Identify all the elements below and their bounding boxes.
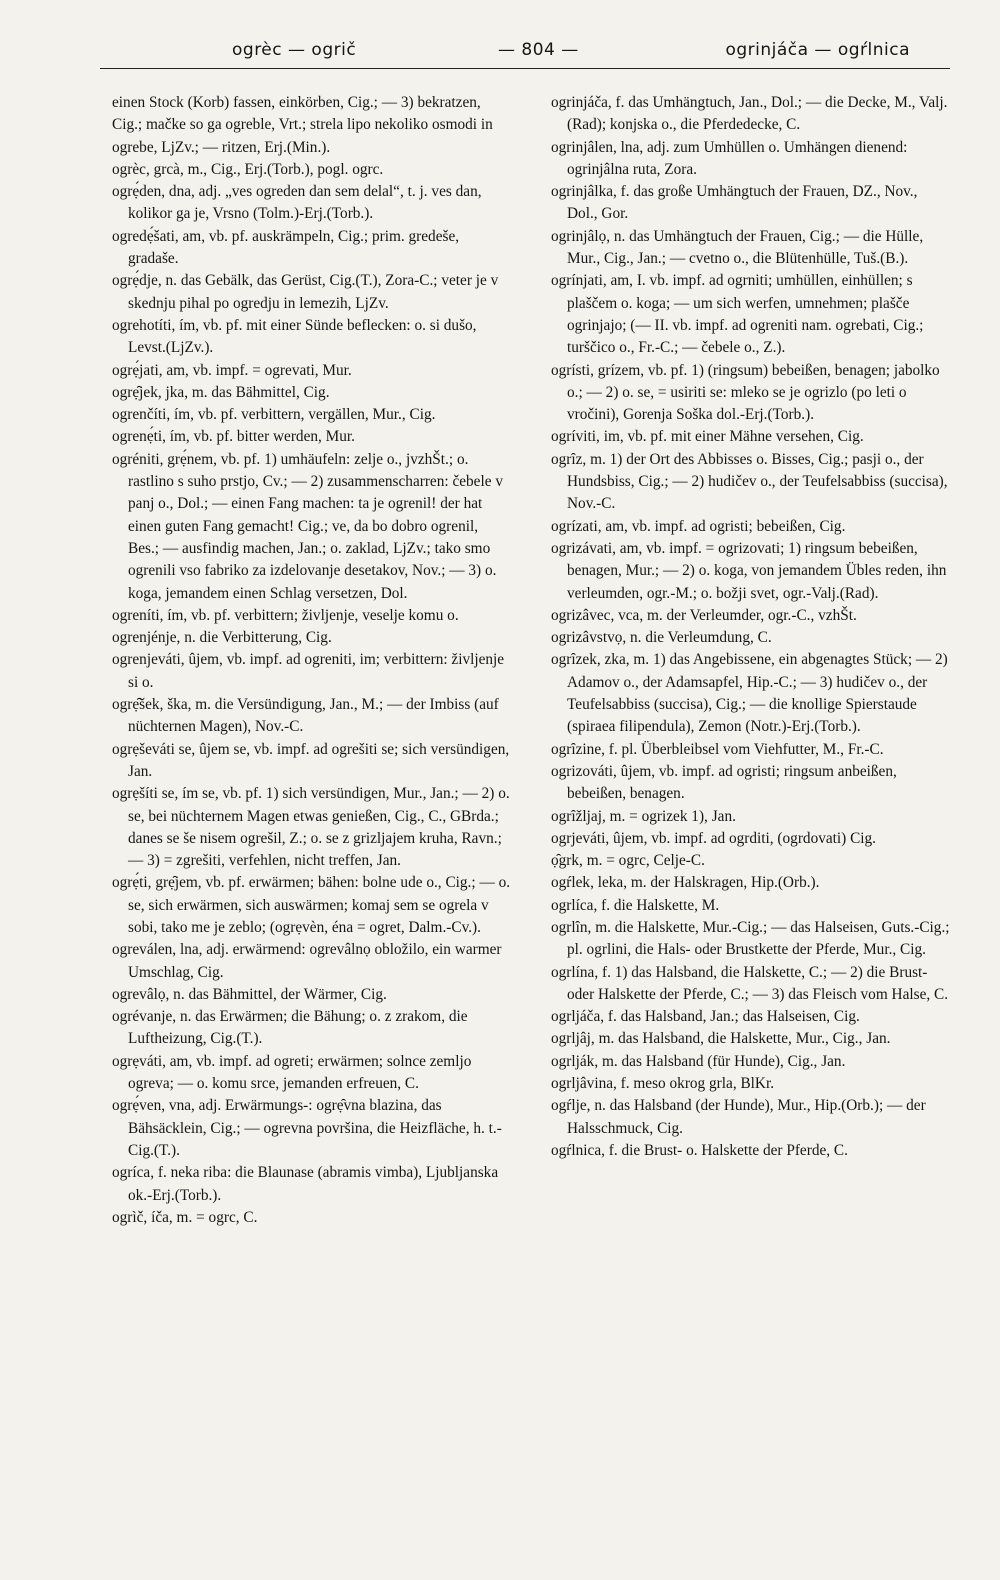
dictionary-entry: ogrẹševáti se, ûjem se, vb. impf. ad ogrešiti se; sich versündigen, Jan. — [112, 740, 510, 780]
dictionary-entry: ogrȋžljaj, m. = ogrizek 1), Jan. — [551, 807, 736, 825]
dictionary-entry: ogrinjâlen, lna, adj. zum Umhüllen o. Umhängen dienend: ogrinjâlna ruta, Zora. — [551, 138, 908, 178]
dictionary-entry: ogrenjeváti, ûjem, vb. impf. ad ogreniti, im; verbittern: življenje si o. — [112, 651, 505, 691]
dictionary-entry: ogrizâvec, vca, m. der Verleumder, ogr.-C., vzhŠt. — [551, 606, 857, 624]
dictionary-entry: ogrẹ́jati, am, vb. impf. = ogrevati, Mur. — [112, 361, 352, 379]
dictionary-entry: ogrenjénje, n. die Verbitterung, Cig. — [112, 629, 332, 647]
running-header — [100, 34, 950, 69]
dictionary-entry: ogríviti, im, vb. pf. mit einer Mähne versehen, Cig. — [551, 428, 864, 446]
dictionary-entry: ogrljáča, f. das Halsband, Jan.; das Halseisen, Cig. — [551, 1008, 860, 1026]
dictionary-entry: ogríca, f. neka riba: die Blaunase (abramis vimba), Ljubljanska ok.-Erj.(Torb.). — [112, 1164, 499, 1204]
dictionary-entry: ogrèc, grcà, m., Cig., Erj.(Torb.), pogl. ogrc. — [112, 160, 384, 178]
dictionary-entry: ogrljâj, m. das Halsband, die Halskette, Mur., Cig., Jan. — [551, 1030, 891, 1048]
dictionary-entry: ogrínjati, am, I. vb. impf. ad ogrniti; umhüllen, einhüllen; s plaščem o. koga; — um sich werfen, umnehmen; plašče ogrinjajo; (— II. vb. impf. ad ogreniti nam. ogrebati, Cig.; turščico o., Fr.-C.; — čebele o., Z.). — [551, 272, 924, 357]
dictionary-entry: ogrlȋn, m. die Halskette, Mur.-Cig.; — das Halseisen, Guts.-Cig.; pl. ogrlini, die Hals- oder Brustkette der Pferde, Mur., Cig. — [551, 918, 950, 959]
left-column — [112, 92, 512, 1229]
dictionary-entry: einen Stock (Korb) fassen, einkörben, Cig.; — 3) bekratzen, Cig.; mačke so ga ogreble, Vrt.; strela lipo nekoliko osmodi in ogrebe, LjZv.; — ritzen, Erj.(Min.). — [112, 94, 493, 156]
dictionary-entry: ogrlíca, f. die Halskette, M. — [551, 896, 720, 914]
right-column — [551, 92, 951, 1162]
dictionary-entry: ogrízati, am, vb. impf. ad ogristi; bebeißen, Cig. — [551, 517, 846, 535]
dictionary-entry: ogrȋz, m. 1) der Ort des Abbisses o. Bisses, Cig.; pasji o., der Hundsbiss, Cig.; — 2) hudičev o., der Teufelsabbiss (succisa), Nov.-C. — [551, 450, 948, 513]
dictionary-entry: ogŕlek, leka, m. der Halskragen, Hip.(Orb.). — [551, 874, 820, 892]
dictionary-entry: ogrìč, íča, m. = ogrc, C. — [112, 1208, 258, 1226]
dictionary-entry: ogrevâlọ, n. das Bähmittel, der Wärmer, Cig. — [112, 985, 387, 1003]
dictionary-entry: ogrinjâlọ, n. das Umhängtuch der Frauen, Cig.; — die Hülle, Mur., Cig., Jan.; — cvetno o., die Blütenhülle, Tuš.(B.). — [551, 227, 924, 268]
dictionary-entry: ogrẹ́ti, grẹ̑jem, vb. pf. erwärmen; bähen: bolne ude o., Cig.; — o. se, sich erwärmen, sich auswärmen; komaj sem se ogrela v sobi, tako me je zeblo; (ogrẹvèn, éna = ogret, Dalm.-Cv.). — [112, 874, 511, 936]
header-left-guideword: ogrèc — ogrič — [232, 40, 357, 60]
dictionary-entry: ogreválen, lna, adj. erwärmend: ogrevâlnọ obložilo, ein warmer Umschlag, Cig. — [112, 941, 502, 981]
dictionary-entry: ogrẹ́dje, n. das Gebälk, das Gerüst, Cig.(T.), Zora-C.; veter je v skednju pihal po ogredju in lemezih, LjZv. — [112, 272, 499, 312]
dictionary-entry: ogrenčíti, ím, vb. pf. verbittern, vergällen, Mur., Cig. — [112, 406, 436, 424]
dictionary-entry: ọ̑grk, m. = ogrc, Celje-C. — [551, 852, 705, 870]
dictionary-entry: ogrẹváti, am, vb. impf. ad ogreti; erwärmen; solnce zemljo ogreva; — o. komu srce, jemanden erfreuen, C. — [112, 1052, 472, 1093]
dictionary-entry: ogrizávati, am, vb. impf. = ogrizovati; 1) ringsum bebeißen, benagen, Mur.; — 2) o. koga, von jemandem Übles reden, ihn verleumden, ogr.-M.; o. božji svet, ogr.-Valj.(Rad). — [551, 539, 947, 602]
dictionary-entry: ogrehotíti, ím, vb. pf. mit einer Sünde beflecken: o. si dušo, Levst.(LjZv.). — [112, 316, 477, 357]
dictionary-entry: ogrlják, m. das Halsband (für Hunde), Cig., Jan. — [551, 1052, 846, 1070]
dictionary-entry: ogrinjâlka, f. das große Umhängtuch der Frauen, DZ., Nov., Dol., Gor. — [551, 183, 918, 223]
dictionary-entry: ogrjeváti, ûjem, vb. impf. ad ogrditi, (ogrdovati) Cig. — [551, 829, 876, 847]
dictionary-entry: ogréniti, grẹ́nem, vb. pf. 1) umhäufeln: zelje o., jvzhŠt.; o. rastlino s suho prstjo, Cv.; — 2) zusammenscharren: čebele v panj o., Dol.; — einen Fang machen: ta je ogrenil! der hat einen guten Fang gemacht! Cig.; ve, da bo dobro ogrenil, Bes.; — ausfindig machen, Jan.; o. zaklad, LjZv.; tako smo ogrenili vso fabriko za izdelovanje desetakov, Nov.; — 3) o. koga, jemandem einen Schlag versetzen, Dol. — [112, 450, 503, 602]
header-right-guideword: ogrinjáča — ogŕlnica — [725, 40, 910, 60]
dictionary-entry: ogrẹ̑šek, ška, m. die Versündigung, Jan., M.; — der Imbiss (auf nüchternen Magen), Nov.-C. — [112, 696, 499, 736]
page-number: — 804 — — [498, 40, 579, 60]
dictionary-entry: ogrinjáča, f. das Umhängtuch, Jan., Dol.; — die Decke, M., Valj.(Rad); konjska o., die Pferdedecke, C. — [551, 94, 948, 134]
dictionary-entry: ogrizâvstvọ, n. die Verleumdung, C. — [551, 629, 772, 647]
dictionary-entry: ogrẹ́ven, vna, adj. Erwärmungs-: ogrẹ̑vna blazina, das Bähsäcklein, Cig.; — ogrevna površina, die Heizfläche, h. t.-Cig.(T.). — [112, 1097, 502, 1159]
dictionary-entry: ogreníti, ím, vb. pf. verbittern; življenje, veselje komu o. — [112, 606, 459, 624]
dictionary-entry: ogrenẹ́ti, ím, vb. pf. bitter werden, Mur. — [112, 428, 355, 446]
dictionary-entry: ogŕlje, n. das Halsband (der Hunde), Mur., Hip.(Orb.); — der Halsschmuck, Cig. — [551, 1097, 926, 1137]
dictionary-entry: ogrẹ̑jek, jka, m. das Bähmittel, Cig. — [112, 383, 330, 401]
dictionary-entry: ogŕlnica, f. die Brust- o. Halskette der Pferde, C. — [551, 1141, 848, 1159]
dictionary-entry: ogrȋzine, f. pl. Überbleibsel vom Viehfutter, M., Fr.-C. — [551, 740, 884, 758]
dictionary-entry: ogrévanje, n. das Erwärmen; die Bähung; o. z zrakom, die Luftheizung, Cig.(T.). — [112, 1008, 468, 1048]
dictionary-entry: ogredẹ́šati, am, vb. pf. auskrämpeln, Cig.; prim. gredeše, gradaše. — [112, 227, 460, 268]
dictionary-entry: ogrlína, f. 1) das Halsband, die Halskette, C.; — 2) die Brust- oder Halskette der Pferde, C.; — 3) das Fleisch vom Halse, C. — [551, 963, 949, 1003]
dictionary-entry: ogrísti, grízem, vb. pf. 1) (ringsum) bebeißen, benagen; jabolko o.; — 2) o. se, = usiriti se: mleko se je ogrizlo (po leti o vročini), Gorenja Soška dol.-Erj.(Torb.). — [551, 361, 940, 424]
dictionary-entry: ogrizováti, ûjem, vb. impf. ad ogristi; ringsum anbeißen, bebeißen, benagen. — [551, 762, 897, 803]
dictionary-entry: ogrẹ́den, dna, adj. „ves ogreden dan sem delal“, t. j. ves dan, kolikor ga je, Vrsno (Tolm.)-Erj.(Torb.). — [112, 183, 482, 223]
dictionary-entry: ogrljâvina, f. meso okrog grla, BlKr. — [551, 1075, 775, 1093]
dictionary-entry: ogrẹšíti se, ím se, vb. pf. 1) sich versündigen, Mur., Jan.; — 2) o. se, bei nüchternem Magen etwas genießen, Cig., C., GBrda.; danes se še nisem ogrešil, Z.; o. se z grizljajem kruha, Ravn.; — 3) = zgrešiti, verfehlen, nicht treffen, Jan. — [112, 785, 510, 870]
dictionary-entry: ogrȋzek, zka, m. 1) das Angebissene, ein abgenagtes Stück; — 2) Adamov o., der Adamsapfel, Hip.-C.; — 3) hudičev o., der Teufelsabbiss (succisa), Cig.; — die knollige Spierstaude (spiraea filipendula), Zemon (Notr.)-Erj.(Torb.). — [551, 651, 948, 736]
